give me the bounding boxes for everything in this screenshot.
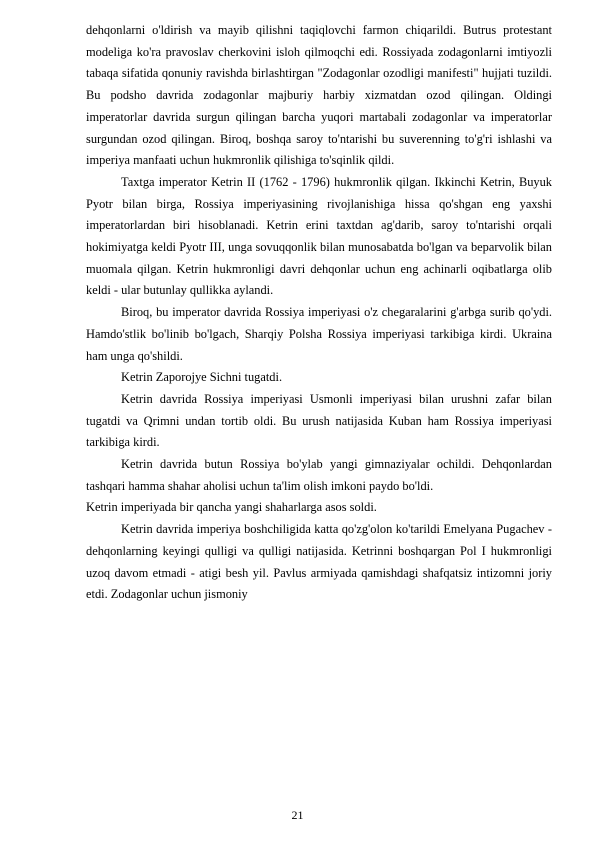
document-body — [86, 20, 552, 606]
paragraph-2: Taxtga imperator Ketrin II (1762 - 1796) hukmronlik qilgan. Ikkinchi Ketrin, Buyuk Pyotr bilan birga, Rossiya imperiyasining rivojlanishiga hissa qo'shgan eng yaxshi imperatorlardan biri hisoblanadi. Ketrin erini taxtdan ag'darib, saroy to'ntarishi orqali hokimiyatga keldi Pyotr III, unga sovuqqonlik bilan munosabatda bo'lgan va beparvolik bilan muomala qilgan. Ketrin hukmronligi davri dehqonlar uchun eng achinarli oqibatlarga olib keldi - ular butunlay qullikka aylandi. — [86, 174, 552, 298]
paragraph-3: Biroq, bu imperator davrida Rossiya imperiyasi o'z chegaralarini g'arbga surib qo'ydi. Hamdo'stlik bo'linib bo'lgach, Sharqiy Polsha Rossiya imperiyasi tarkibiga kirdi. Ukraina ham unga qo'shildi. — [86, 305, 552, 363]
paragraph-4: Ketrin Zaporojye Sichni tugatdi. — [121, 370, 283, 385]
paragraph-1: dehqonlarni o'ldirish va mayib qilishni taqiqlovchi farmon chiqarildi. Butrus protestant modeliga ko'ra pravoslav cherkovini isloh qilmoqchi edi. Rossiyada zodagonlarni imtiyozli tabaqa sifatida qonuniy ravishda birlashtirgan "Zodagonlar ozodligi manifesti" hujjati tuzildi. Bu podsho davrida zodagonlar majburiy harbiy xizmatdan ozod qilingan. Oldingi imperatorlar davrida surgun qilingan barcha yuqori martabali zodagonlar va imperatorlar surgundan ozod qilingan. Biroq, boshqa saroy to'ntarishi bu suverenning to'g'ri ishlashi va imperiya manfaati uchun hukmronlik qilishiga to'sqinlik qildi. — [86, 23, 552, 168]
paragraph-8: Ketrin davrida imperiya boshchiligida katta qo'zg'olon ko'tarildi Emelyana Pugachev - dehqonlarning keyingi qulligi va qulligi natijasida. Ketrinni boshqargan Pol I hukmronligi uzoq davom etmadi - atigi besh yil. Pavlus armiyada qamishdagi shafqatsiz intizomni joriy etdi. Zodagonlar uchun jismoniy — [86, 522, 552, 602]
paragraph-7: Ketrin imperiyada bir qancha yangi shaharlarga asos soldi. — [86, 500, 377, 515]
paragraph-6: Ketrin davrida butun Rossiya bo'ylab yangi gimnaziyalar ochildi. Dehqonlardan tashqari hamma shahar aholisi uchun ta'lim olish imkoni paydo bo'ldi. — [86, 457, 552, 493]
paragraph-5: Ketrin davrida Rossiya imperiyasi Usmonli imperiyasi bilan urushni zafar bilan tugatdi va Qrimni undan tortib oldi. Bu urush natijasida Kuban ham Rossiya imperiyasi tarkibiga kirdi. — [86, 391, 552, 450]
page-number: 21 — [291, 808, 304, 822]
